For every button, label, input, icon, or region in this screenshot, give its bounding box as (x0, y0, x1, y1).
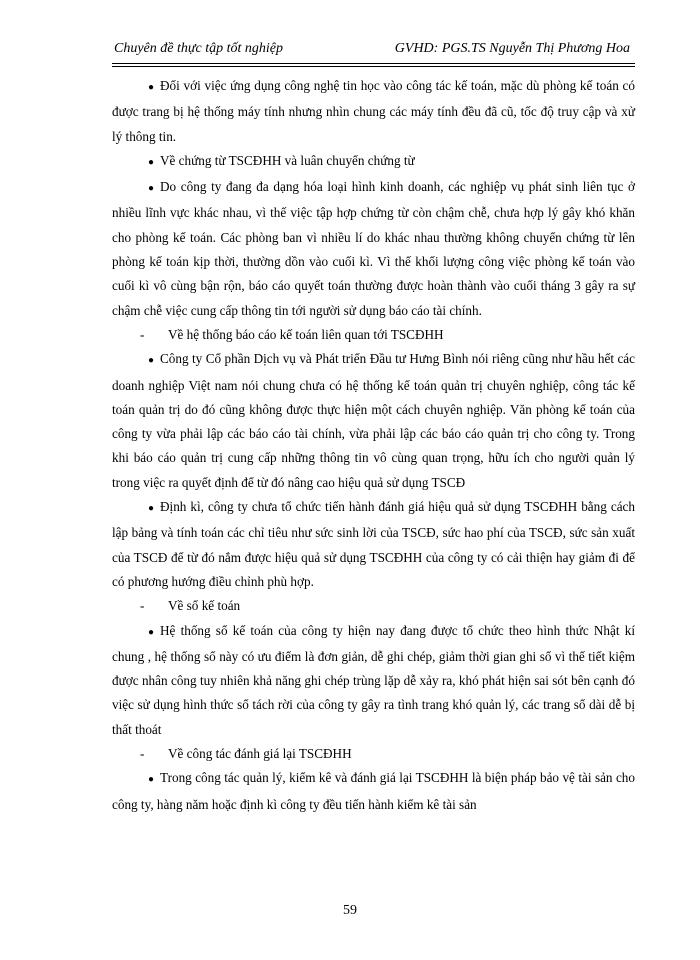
paragraph-text: Về chứng từ TSCĐHH và luân chuyển chứng từ (160, 152, 415, 168)
paragraph (112, 619, 635, 742)
header-rule (112, 63, 635, 67)
paragraph (112, 766, 635, 817)
bullet-icon: ● (148, 82, 155, 93)
bullet-icon: ● (148, 774, 155, 786)
bullet-icon: ● (148, 183, 155, 195)
paragraph-text: Do công ty đang đa dạng hóa loại hình kinh doanh, các nghiệp vụ phát sinh liên tục ở nhiều lĩnh vực khác nhau, vì thế việc tập hợp chứng từ còn chậm chễ, chưa hợp lý gây khó khăn cho phòng kế toán. Các phòng ban vì nhiều lí do khác nhau thường không chuyển chứng từ lên phòng kế toán kịp thời, thường dồn vào cuối kì. Vì thế khối lượng công việc phòng kế toán vào cuối kì vô cùng bận rộn, báo cáo quyết toán thường được hoàn thành vào cuối tháng 3 gây ra sự chậm chễ việc cung cấp thông tin tới người sử dụng báo cáo tài chính. (112, 179, 635, 318)
section-heading-text: Về hệ thống báo cáo kế toán liên quan tới TSCĐHH (168, 326, 444, 342)
section-heading (112, 594, 635, 618)
paragraph-text: Định kì, công ty chưa tổ chức tiến hành đánh giá hiệu quả sử dụng TSCĐHH bằng cách lập bảng và tính toán các chỉ tiêu như sức sinh lời của TSCĐ, sức hao phí của TSCĐ, sức sản xuất của TSCĐ để từ đó nắm được hiệu quả sử dụng TSCĐHH của công ty có cải thiện hay giảm đi để có phương hướng điều chỉnh phù hợp. (112, 499, 635, 589)
dash-icon: - (140, 326, 145, 342)
document-body (112, 74, 635, 817)
section-heading-text: Về sổ kế toán (168, 598, 241, 614)
paragraph (112, 347, 635, 495)
section-heading (112, 742, 635, 766)
bullet-icon: ● (148, 503, 155, 515)
header-left-title: Chuyên đề thực tập tốt nghiệp (114, 41, 283, 56)
paragraph (112, 149, 635, 175)
paragraph (112, 495, 635, 594)
dash-icon: - (140, 746, 145, 762)
paragraph-text: Trong công tác quản lý, kiểm kê và đánh giá lại TSCĐHH là biện pháp bảo vệ tài sản cho công ty, hàng năm hoặc định kì công ty đều tiến hành kiểm kê tài sản (112, 770, 635, 812)
bullet-icon: ● (148, 156, 155, 168)
section-heading (112, 323, 635, 347)
paragraph-text: Công ty Cổ phần Dịch vụ và Phát triển Đầu tư Hưng Bình nói riêng cũng như hầu hết các doanh nghiệp Việt nam nói chung chưa có hệ thống kế toán quản trị chuyên nghiệp, công tác kế toán quản trị do đó cũng không được thực hiện một cách chuyên nghiệp. Văn phòng kế toán của công ty vừa phải lập các báo cáo tài chính, vừa phải lập các báo cáo quản trị cho công ty. Trong khi báo cáo quản trị cung cấp những thông tin vô cùng quan trọng, hữu ích cho người quản lý trong việc ra quyết định để từ đó nâng cao hiệu quả sử dụng TSCĐ (112, 351, 635, 490)
header-right-supervisor: GVHD: PGS.TS Nguyễn Thị Phương Hoa (394, 41, 630, 56)
page-number: 59 (343, 903, 357, 918)
bullet-icon: ● (148, 355, 155, 367)
bullet-icon: ● (148, 626, 155, 638)
paragraph-text: Hệ thống sổ kế toán của công ty hiện nay đang được tổ chức theo hình thức Nhật kí chung , hệ thống sổ này có ưu điểm là đơn giản, dễ ghi chép, giảm thời gian ghi sổ vì thế tiết kiệm được nhân công tuy nhiên khả năng ghi chép trùng lặp dễ xảy ra, khó phát hiện sai sót bên cạnh đó việc sử dụng hình thức sổ tách rời của công ty gây ra tình trang khó quản lý, các trang sổ dài dễ bị thất thoát (112, 622, 635, 737)
dash-icon: - (140, 598, 145, 614)
page-header (114, 40, 630, 58)
paragraph-text: Đối với việc ứng dụng công nghệ tin học vào công tác kế toán, mặc dù phòng kế toán có được trang bị hệ thống máy tính nhưng nhìn chung các máy tính đều đã cũ, tốc độ truy cập và xử lý thông tin. (112, 78, 635, 144)
paragraph (112, 175, 635, 323)
section-heading-text: Về công tác đánh giá lại TSCĐHH (168, 746, 352, 762)
paragraph (112, 74, 635, 149)
